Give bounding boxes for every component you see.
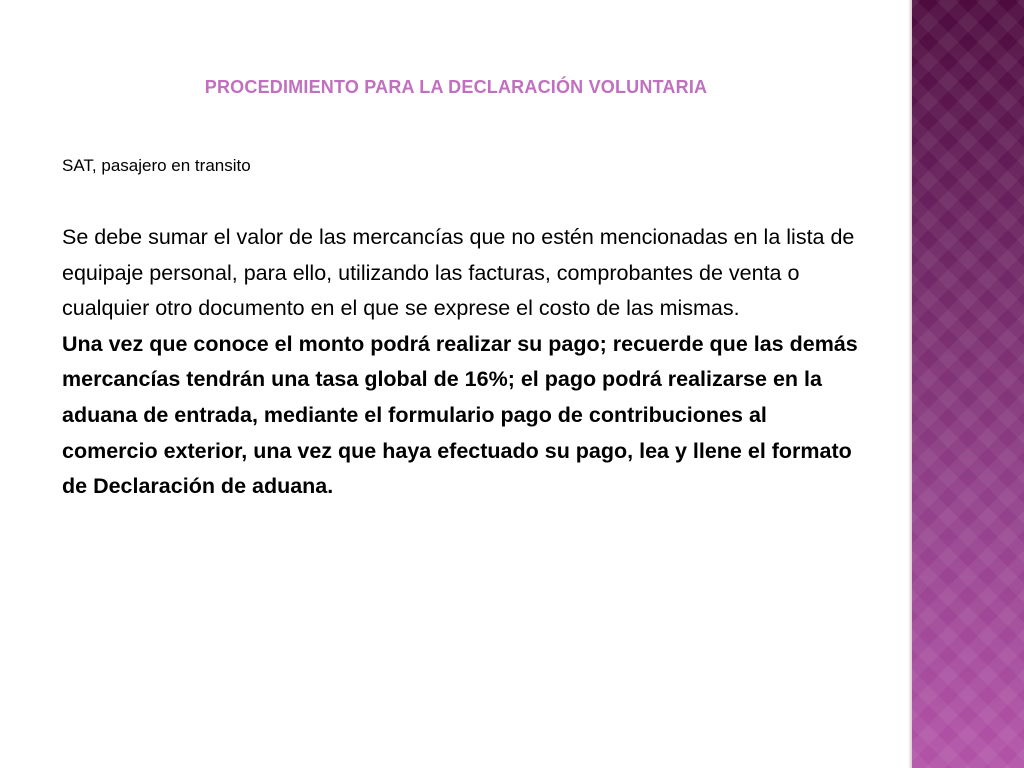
paragraph-bold: Una vez que conoce el monto podrá realizar su pago; recuerde que las demás mercancías tendrán una tasa global de 16%; el pago podrá realizarse en la aduana de entrada, mediante el formulario pago de contribuciones al comercio exterior, una vez que haya efectuado su pago, lea y llene el formato de Declaración de aduana. <box>62 331 858 499</box>
paragraph-regular: Se debe sumar el valor de las mercancías que no estén mencionadas en la lista de equipaje personal, para ello, utilizando las facturas, comprobantes de venta o cualquier otro documento en el que se exprese el costo de las mismas. <box>62 225 855 321</box>
slide-body <box>62 220 862 505</box>
decorative-side-band <box>912 0 1024 768</box>
slide-title: PROCEDIMIENTO PARA LA DECLARACIÓN VOLUNTARIA <box>204 77 708 97</box>
source-caption: SAT, pasajero en transito <box>62 156 251 175</box>
